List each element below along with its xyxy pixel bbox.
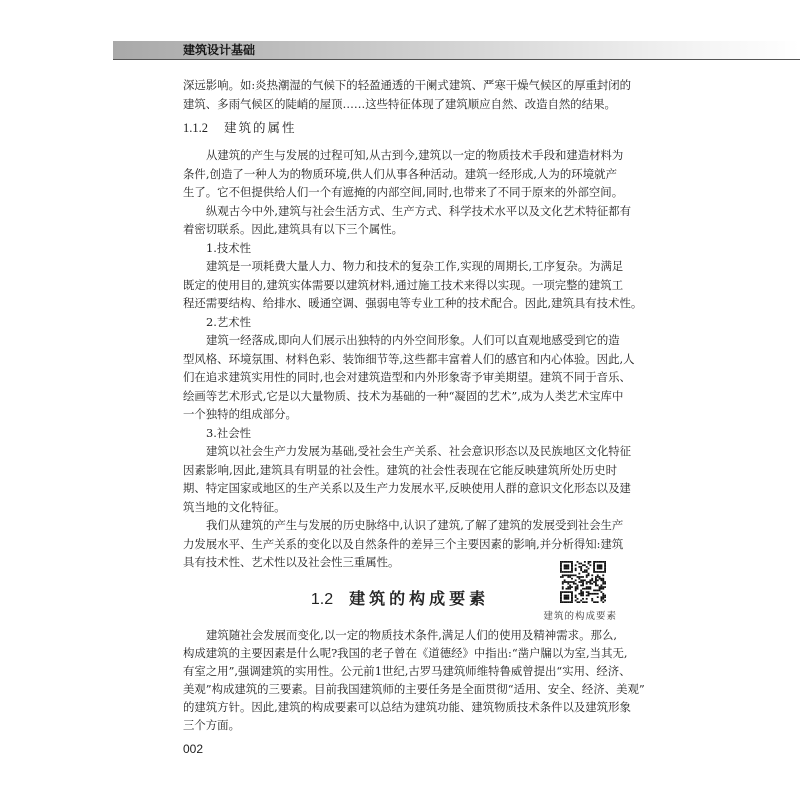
text-line: 的建筑方针。因此,建筑的构成要素可以总结为建筑功能、建筑物质技术条件以及建筑形象 [183,699,631,714]
text-line: 纵观古今中外,建筑与社会生活方式、生产方式、科学技术水平以及文化艺术特征都有 [206,203,632,218]
subsection-heading [183,115,617,141]
section-heading [183,589,617,610]
running-header [113,41,800,60]
text-line: 我们从建筑的产生与发展的历史脉络中,认识了建筑,了解了建筑的发展受到社会生产 [206,518,624,532]
section-number: 1.2 [310,590,334,608]
text-line: 期、特定国家或地区的生产关系以及生产力发展水平,反映使用人群的意识文化形态以及建 [183,481,631,495]
text-line: 美观”构成建筑的三要素。目前我国建筑师的主要任务是全面贯彻“适用、安全、经济、美观” [183,681,645,696]
text-line: 条件,创造了一种人为的物质环境,供人们从事各种活动。建筑一经形成,人为的环境就产 [183,166,617,181]
section-title: 建筑的构成要素 [349,588,490,608]
paragraph [183,257,643,313]
section-header [183,572,617,626]
paragraph [183,442,632,516]
paragraph [183,202,632,239]
paragraph [183,76,632,113]
text-line: 程还需要结构、给排水、暖通空调、强弱电等专业工种的技术配合。因此,建筑具有技术性。 [183,296,643,310]
text-line: 建筑一经落成,即向人们展示出独特的内外空间形象。人们可以直观地感受到它的造 [206,333,620,347]
text-line: 绘画等艺术形式,它是以大量物质、技术为基础的一种“凝固的艺术”,成为人类艺术宝库中 [183,388,624,403]
text-line: 力发展水平、生产关系的变化以及自然条件的差异三个主要因素的影响,并分析得知:建筑 [183,536,624,551]
text-line: 型风格、环境氛围、材料色彩、装饰细节等,这些都丰富着人们的感官和内心体验。因此,人 [183,351,635,366]
text-line: 从建筑的产生与发展的过程可知,从古到今,建筑以一定的物质技术手段和建造材料为 [206,148,624,162]
text-line: 有室之用”,强调建筑的实用性。公元前1世纪,古罗马建筑师维特鲁威曾提出“实用、经济、 [183,663,631,678]
qr-code[interactable] [560,561,606,603]
text-line: 们在追求建筑实用性的同时,也会对建筑造型和内外形象寄予审美期望。建筑不同于音乐、 [183,370,631,384]
paragraph [183,626,645,734]
text-line: 建筑、多雨气候区的陡峭的屋顶……这些特征体现了建筑顺应自然、改造自然的结果。 [183,96,616,111]
paragraph [183,331,635,424]
text-line: 深远影响。如:炎热潮湿的气候下的轻盈通透的干阑式建筑、严寒干燥气候区的厚重封闭的 [183,78,632,92]
text-line: 建筑是一项耗费大量人力、物力和技术的复杂工作,实现的周期长,工序复杂。为满足 [206,259,624,273]
subsection-title: 建筑的属性 [224,120,297,135]
paragraph [183,424,617,443]
text-line: 三个方面。 [183,717,240,732]
text-line: 既定的使用目的,建筑实体需要以建筑材料,通过施工技术来得以实现。一项完整的建筑工 [183,277,624,292]
text-line: 建筑随社会发展而变化,以一定的物质技术条件,满足人们的使用及精神需求。那么, [206,627,617,642]
text-line: 生了。它不但提供给人们一个有遮掩的内部空间,同时,也带来了不同于原来的外部空间。 [183,185,624,199]
text-line: 筑当地的文化特征。 [183,499,286,514]
text-line: 2.艺术性 [206,314,252,329]
qr-caption: 建筑的构成要素 [543,610,617,622]
text-line: 着密切联系。因此,建筑具有以下三个属性。 [183,222,404,236]
paragraph [183,146,624,202]
page-body [183,76,645,734]
page-number: 002 [183,742,204,756]
text-line: 构成建筑的主要因素是什么呢?我国的老子曾在《道德经》中指出:“凿户牖以为室,当其无, [183,645,628,660]
text-line: 一个独特的组成部分。 [183,407,297,421]
text-line: 因素影响,因此,建筑具有明显的社会性。建筑的社会性表现在它能反映建筑所处历史时 [183,462,617,477]
text-line: 1.技术性 [206,240,252,255]
subsection-number: 1.1.2 [183,121,208,135]
text-line: 建筑以社会生产力发展为基础,受社会生产关系、社会意识形态以及民族地区文化特征 [206,444,632,458]
paragraph [183,313,617,332]
book-title: 建筑设计基础 [183,43,256,57]
text-line: 具有技术性、艺术性以及社会性三重属性。 [183,555,400,569]
paragraph [183,516,624,572]
paragraph [183,239,617,258]
text-line: 3.社会性 [206,425,252,440]
